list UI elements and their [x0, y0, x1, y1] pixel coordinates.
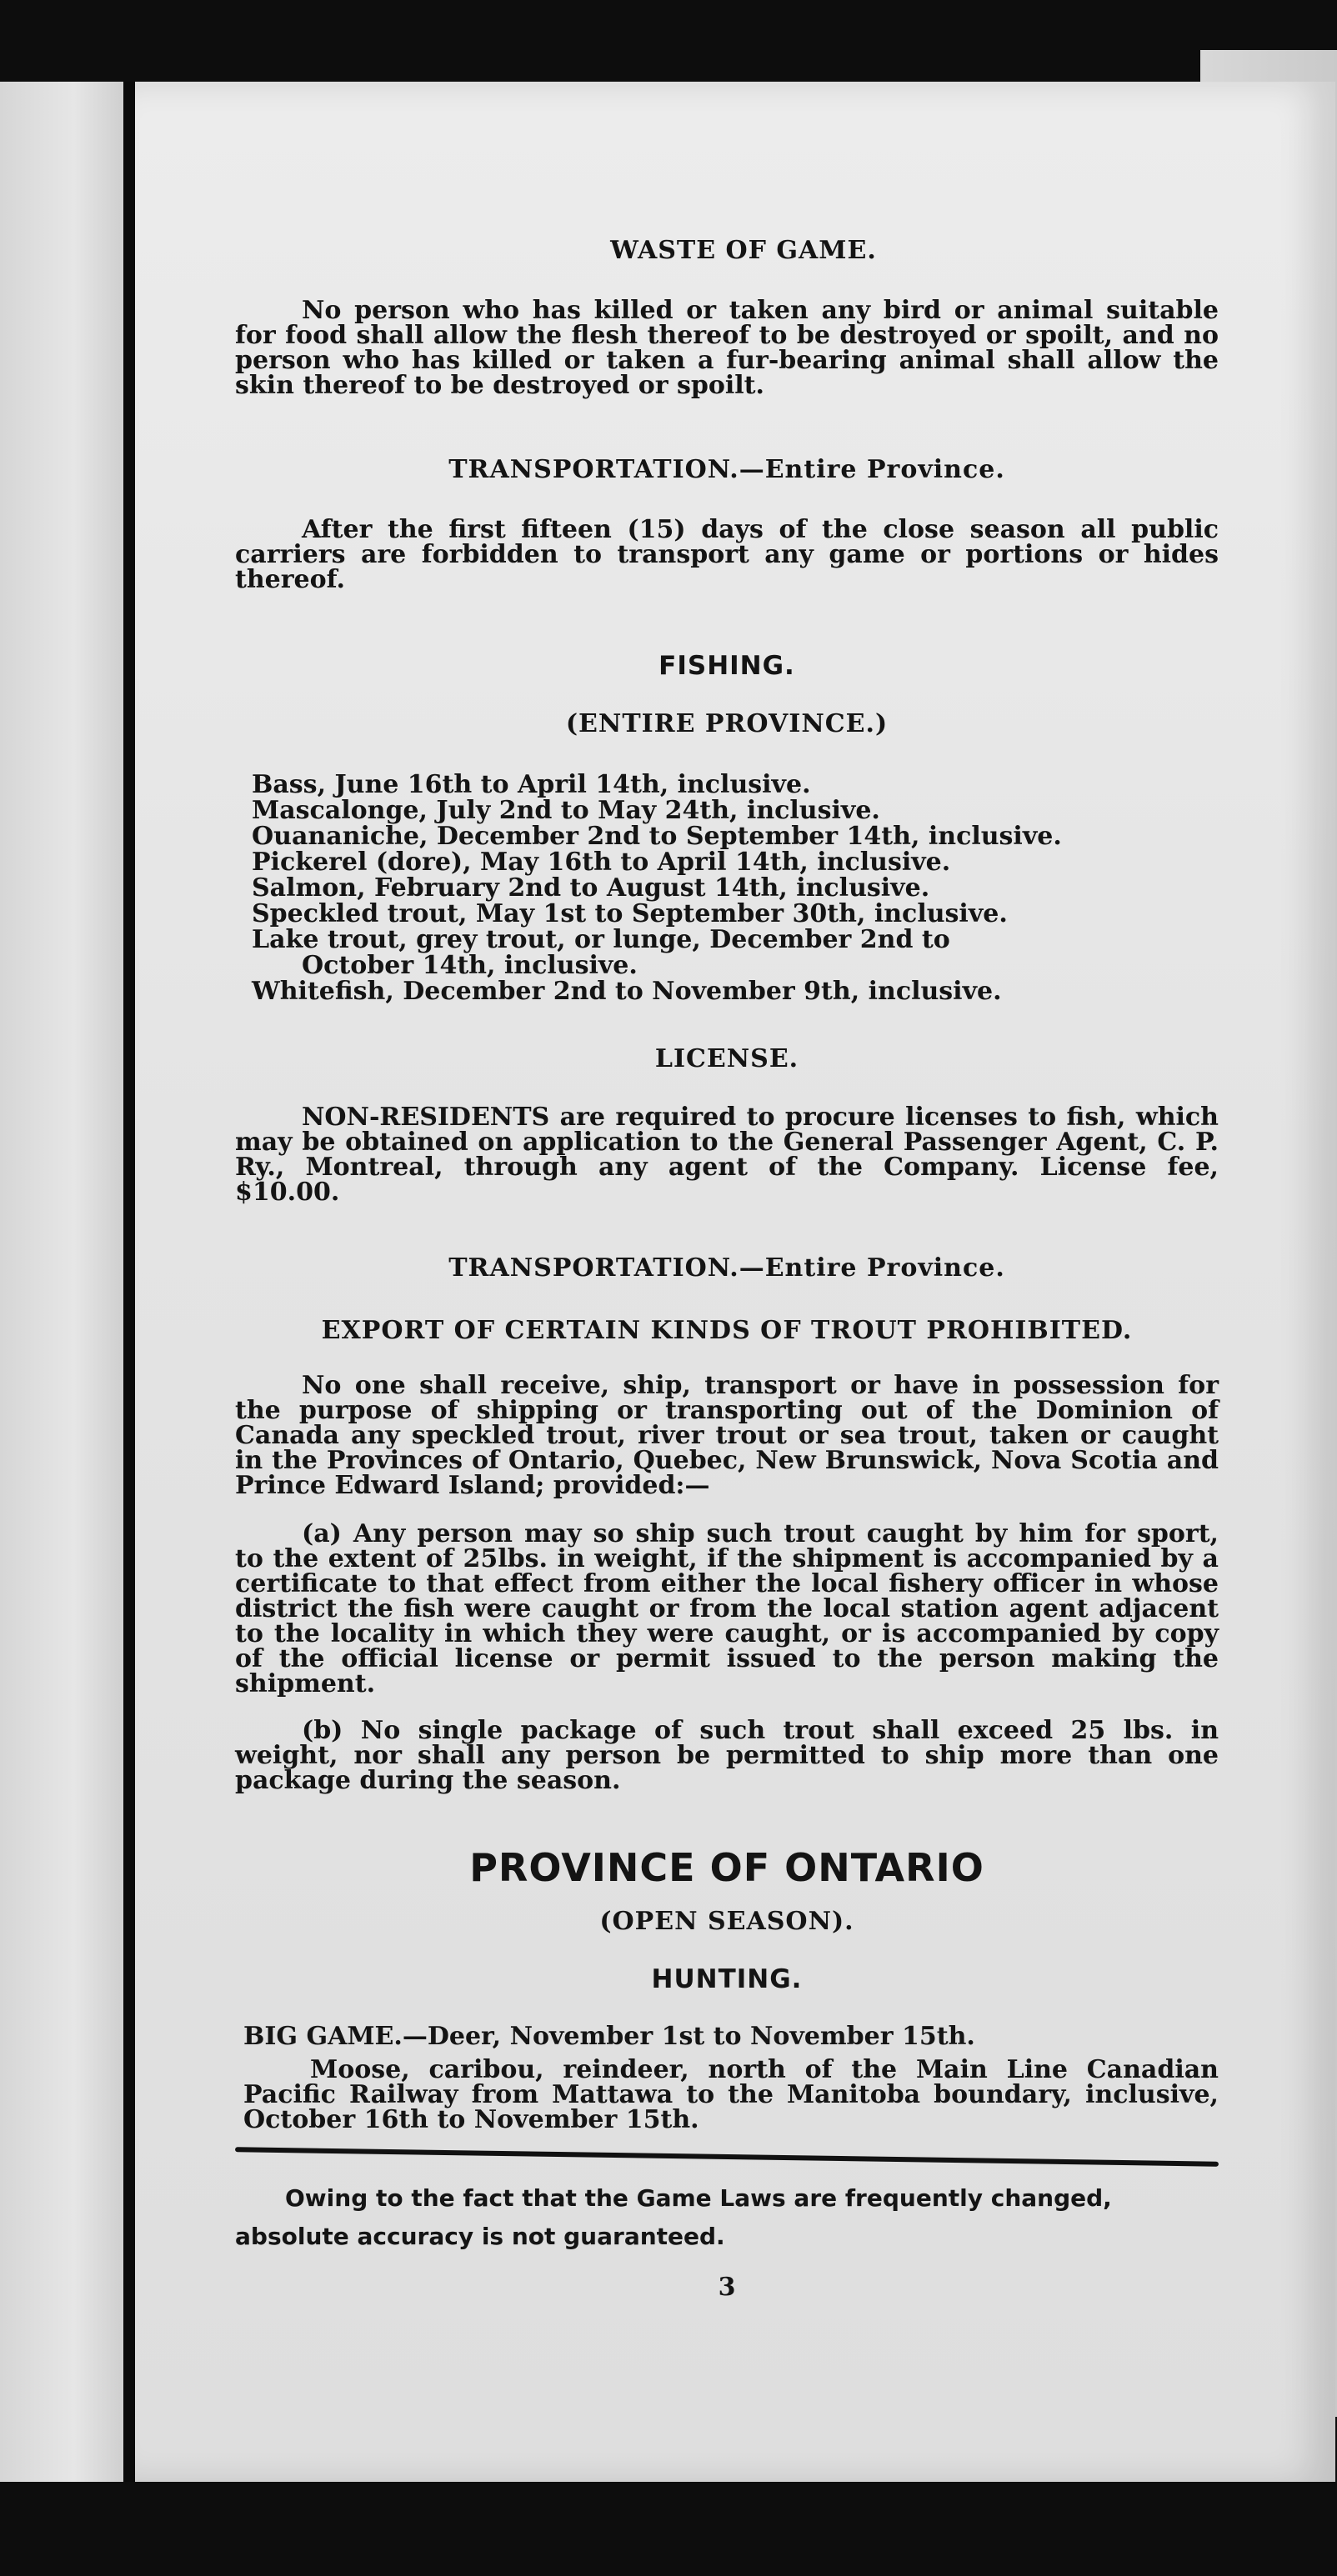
transportation-game-heading: TRANSPORTATION.—Entire Province. — [448, 455, 1005, 484]
export-heading: EXPORT OF CERTAIN KINDS OF TROUT PROHIBITED. — [321, 1316, 1133, 1345]
season-salmon: Salmon, February 2nd to August 14th, inclusive. — [252, 873, 930, 903]
page-content — [235, 236, 1219, 2302]
page-fold — [123, 82, 135, 2482]
transportation-game-body: After the first fifteen (15) days of the close season all public carriers are forbidden to transport any game or portions or hides thereof. — [235, 515, 1219, 594]
season-lake-trout-cont: October 14th, inclusive. — [302, 951, 638, 980]
ontario-subheading: (OPEN SEASON). — [599, 1907, 854, 1936]
export-clause-b: (b) No single package of such trout shall exceed 25 lbs. in weight, nor shall any person be permitted to ship more than one package during the season. — [235, 1716, 1219, 1795]
ontario-heading: PROVINCE OF ONTARIO — [469, 1845, 984, 1890]
big-game-line: BIG GAME.—Deer, November 1st to November 15th. — [243, 2022, 975, 2051]
season-lake-trout: Lake trout, grey trout, or lunge, December 2nd to — [252, 925, 950, 954]
export-intro: No one shall receive, ship, transport or have in possession for the purpose of shipping or transporting out of the Dominion of Canada any speckled trout, river trout or sea trout, taken or caught in the Provinces of Ontario, Quebec, New Brunswick, Nova Scotia and Prince Edward Island; provided:— — [235, 1371, 1219, 1500]
adjacent-page-edge — [0, 82, 123, 2482]
document-page — [135, 82, 1335, 2482]
season-whitefish: Whitefish, December 2nd to November 9th, inclusive. — [252, 977, 1002, 1006]
fishing-season-list — [235, 772, 1219, 1004]
season-ouananiche: Ouananiche, December 2nd to September 14th, inclusive. — [252, 822, 1062, 851]
moose-line: Moose, caribou, reindeer, north of the Main Line Canadian Pacific Railway from Mattawa to the Manitoba boundary, inclusive, October 16th to November 15th. — [243, 2055, 1219, 2134]
accuracy-notice: Owing to the fact that the Game Laws are frequently changed, absolute accuracy is not guaranteed. — [235, 2184, 1112, 2250]
waste-of-game-body: No person who has killed or taken any bird or animal suitable for food shall allow the flesh thereof to be destroyed or spoilt, and no person who has killed or taken a fur-bearing animal shall allow the skin thereof to be destroyed or spoilt. — [235, 296, 1219, 400]
season-pickerel: Pickerel (dore), May 16th to April 14th, inclusive. — [252, 848, 951, 877]
hunting-heading: HUNTING. — [651, 1964, 803, 1994]
season-speckled-trout: Speckled trout, May 1st to September 30th, inclusive. — [252, 899, 1008, 928]
fishing-subheading: (ENTIRE PROVINCE.) — [565, 709, 889, 738]
season-bass: Bass, June 16th to April 14th, inclusive. — [252, 770, 811, 799]
season-mascalonge: Mascalonge, July 2nd to May 24th, inclusive. — [252, 796, 880, 825]
transportation-fish-heading: TRANSPORTATION.—Entire Province. — [448, 1253, 1005, 1283]
divider-rule — [235, 2147, 1219, 2167]
waste-of-game-heading: WASTE OF GAME. — [610, 236, 877, 265]
fishing-heading: FISHING. — [658, 651, 795, 681]
export-clause-a: (a) Any person may so ship such trout caught by him for sport, to the extent of 25lbs. in weight, if the shipment is accompanied by a certificate to that effect from either the local fishery officer in whose district the fish were caught or from the local station agent adjacent to the locality in which they were caught, or is accompanied by copy of the official license or permit issued to the person making the shipment. — [235, 1519, 1219, 1698]
license-body: NON-RESIDENTS are required to procure licenses to fish, which may be obtained on application to the General Passenger Agent, C. P. Ry., Montreal, through any agent of the Company. License fee, $10.00. — [235, 1103, 1219, 1207]
page-number: 3 — [718, 2273, 736, 2302]
license-heading: LICENSE. — [654, 1044, 799, 1073]
